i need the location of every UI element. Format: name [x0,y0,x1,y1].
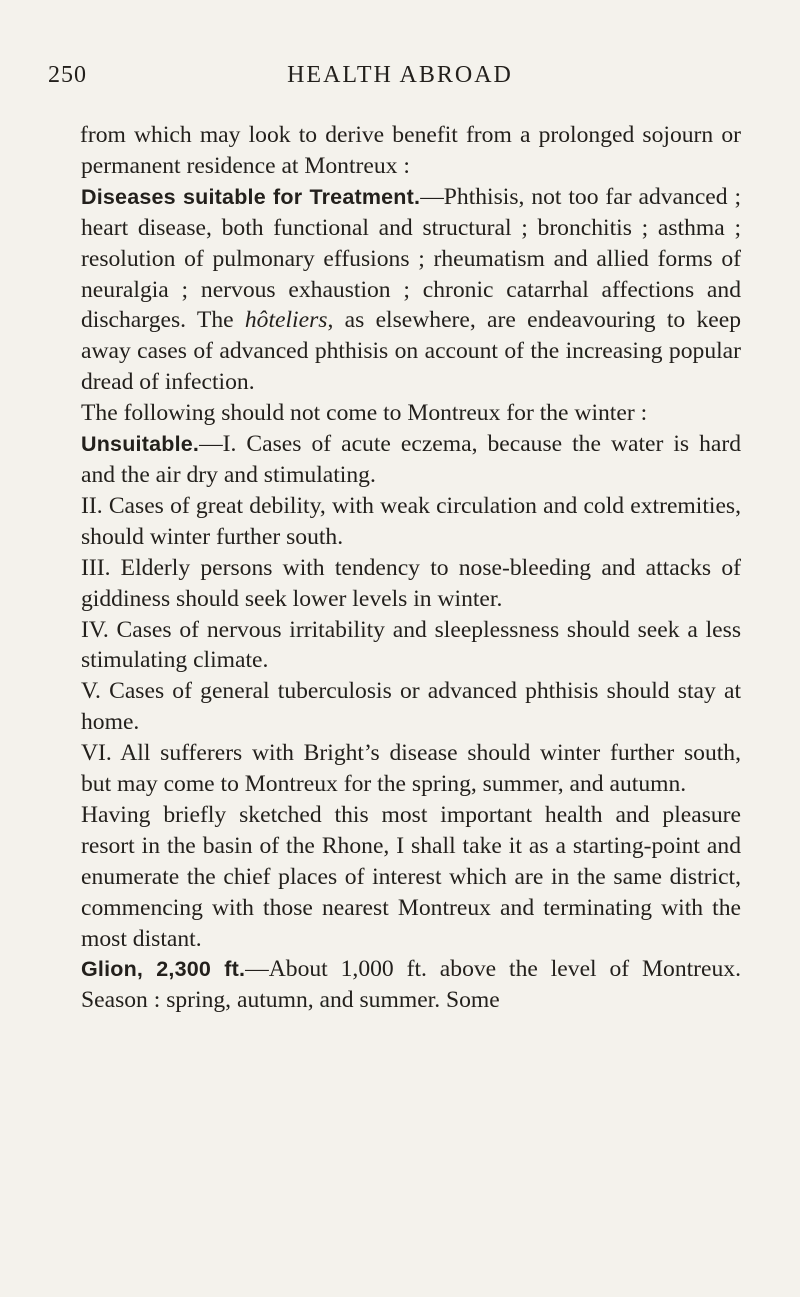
paragraph-item-vi [81,738,741,800]
paragraph-text: —Phthisis, not too far advanced ; heart disease, both functional and structural ; bronchitis ; asthma ; resolution of pulmonary effusions ; rheumatism and allied forms of neuralgia ; nervous exhaustion ; chronic catarrhal affections and discharges. The [81,183,742,334]
paragraph-text: —About 1,000 ft. above the level of Montreux. Season : spring, autumn, and summer. Some [81,956,741,1014]
paragraph-item-iv [81,615,741,677]
paragraph-text: II. Cases of great debility, with weak circulation and cold extremities, should winter further south. [81,492,741,550]
paragraph-having-briefly [81,800,741,955]
paragraph-glion [81,954,741,1016]
paragraph-text: Having briefly sketched this most important health and pleasure resort in the basin of the Rhone, I shall take it as a starting-point and enumerate the chief places of interest which are in the same district, commencing with those nearest Montreux and terminating with the most distant. [81,801,741,952]
paragraph-text: , as elsewhere, are endeavouring to keep away cases of advanced phthisis on account of the increasing popular dread of infection. [81,307,741,396]
paragraph-unsuitable [81,429,741,491]
section-heading-unsuitable: Unsuitable. [81,432,200,457]
paragraph-item-ii [81,491,741,553]
paragraph-text: VI. All sufferers with Bright’s disease should winter further south, but may come to Montreux for the spring, summer, and autumn. [81,740,741,798]
paragraph-text: from which may look to derive benefit from a prolonged sojourn or permanent residence at Montreux : [80,122,741,179]
paragraph-text: —I. Cases of acute eczema, because the water is hard and the air dry and stimulating. [81,431,741,488]
paragraph-suitable-diseases [81,182,741,398]
paragraph-text: V. Cases of general tuberculosis or advanced phthisis should stay at home. [81,678,741,736]
page-number: 250 [48,62,87,88]
paragraph-text: The following should not come to Montreux for the winter : [81,400,648,427]
section-heading-glion: Glion, 2,300 ft. [81,957,246,982]
paragraph-following [81,398,741,429]
italic-term: hôteliers [244,307,328,334]
section-heading-suitable: Diseases suitable for Treatment. [81,184,421,209]
paragraph-item-iii [81,553,741,615]
paragraph-text: IV. Cases of nervous irritability and sleeplessness should seek a less stimulating climate. [81,616,741,674]
page-header [48,62,752,96]
paragraph-item-v [81,676,741,738]
body-text [81,120,741,1016]
paragraph-intro [81,120,741,182]
paragraph-text: III. Elderly persons with tendency to nose-bleeding and attacks of giddiness should seek lower levels in winter. [81,554,741,612]
running-head: HEALTH ABROAD [287,62,513,88]
